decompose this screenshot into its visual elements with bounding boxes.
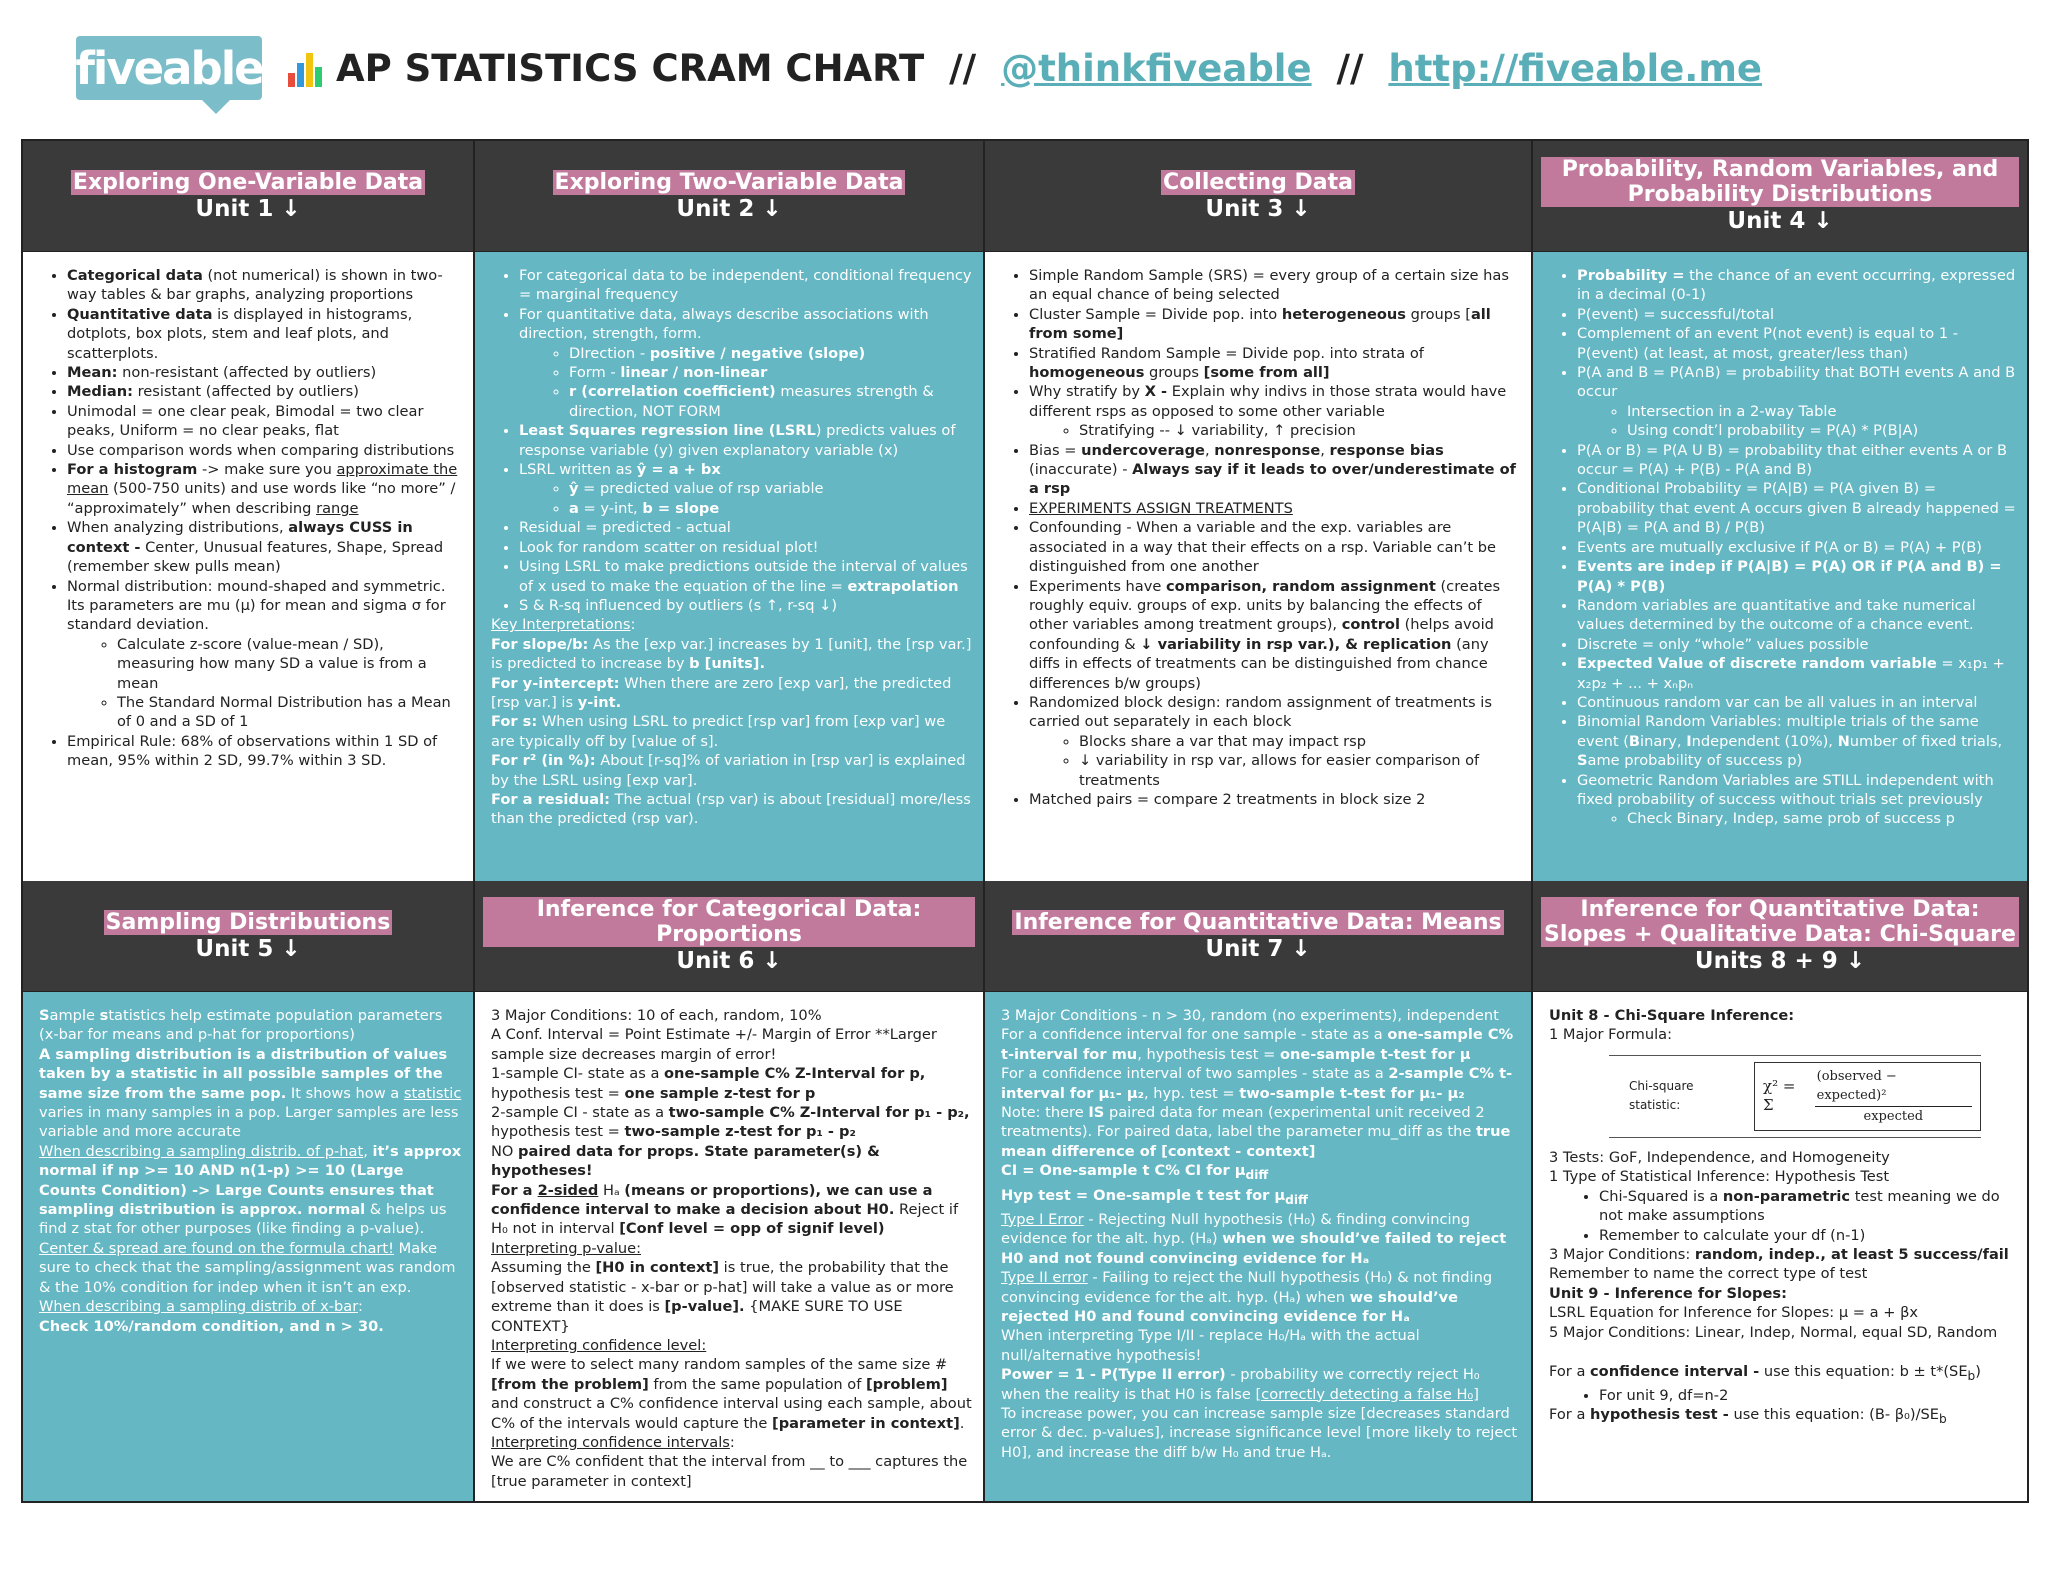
unit-6-header — [475, 881, 985, 991]
unit-1-label: Unit 1 ↓ — [195, 195, 301, 222]
unit-6-title: Inference for Categorical Data: Proportions — [483, 897, 975, 947]
unit-5-title: Sampling Distributions — [105, 909, 391, 935]
page-header — [76, 28, 1762, 108]
unit-7-title: Inference for Quantitative Data: Means — [1014, 909, 1502, 935]
unit-2-label: Unit 2 ↓ — [676, 195, 782, 222]
unit-8-9-header — [1533, 881, 2027, 991]
fiveable-logo[interactable]: fiveable — [76, 36, 262, 100]
unit-4-label: Unit 4 ↓ — [1727, 208, 1833, 234]
bar-chart-icon — [286, 47, 326, 89]
formula-lhs: χ² = Σ — [1763, 1077, 1796, 1115]
unit-6-label: Unit 6 ↓ — [676, 948, 782, 974]
title-text: AP STATISTICS CRAM CHART — [336, 46, 925, 90]
formula-expression — [1754, 1062, 1981, 1131]
unit-7-notes: 3 Major Conditions - n > 30, random (no experiments), independent For a confidence interval for one sample - state as a one-sample C% t-interval for mu, hypothesis test = one-sample t-test for μ For a confidence interval of two samples - state as a 2-sample C% t-interval for μ₁- μ₂, hyp. test = two-sample t-test for μ₁- μ₂ Note: there IS paired data for mean (experimental unit received 2 treatments). For paired data, label the parameter mu_diff as the true mean difference of [context - context] CI = One-sample t C% CI for $\mu_{diff}$ Hyp test = One-sample t test for $\mu_{diff}$ Type I Error - Rejecting Null hypothesis (H₀) & finding convincing evidence for the alt. hyp. (Hₐ) when we should’ve failed to reject H0 and not found convincing evidence for Hₐ Type II error - Failing to reject the Null hypothesis (H₀) & not finding convincing evidence for the alt. hyp. (Hₐ) when we should’ve rejected H0 and found convincing evidence for Hₐ When interpreting Type I/II - replace H₀/Hₐ with the actual null/alternative hypothesis! Power = 1 - P(Type II error) - probability we correctly reject H₀ when the reality is that H0 is false [correctly detecting a false H₀] To increase power, you can increase sample size [decreases standard error & dec. p-values], increase significance level [more likely to reject H0], and increase the diff b/w H₀ and true Hₐ. — [985, 991, 1533, 1501]
unit-6-notes: 3 Major Conditions: 10 of each, random, 10% A Conf. Interval = Point Estimate +/- Margin of Error **Larger sample size decreases margin of error! 1-sample CI- state as a one-sample C% Z-Interval for p, hypothesis test = one sample z-test for p 2-sample CI - state as a two-sample C% Z-Interval for p₁ - p₂, hypothesis test = two-sample z-test for p₁ - p₂ NO paired data for props. State parameter(s) & hypotheses! For a 2-sided Hₐ (means or proportions), we can use a confidence interval to make a decision about H0. Reject if H₀ not in interval [Conf level = opp of signif level) Interpreting p-value: Assuming the [H0 in context] is true, the probability that the [observed statistic - x-bar or p-hat] will take a value as or more extreme than it does is [p-value]. {MAKE SURE TO USE CONTEXT} Interpreting confidence level: If we were to select many random samples of the same size # [from the problem] from the same population of [problem] and construct a C% confidence interval using each sample, about C% of the intervals would capture the [parameter in context]. Interpreting confidence intervals: We are C% confident that the interval from __ to ___ captures the [true parameter in context] — [475, 991, 985, 1501]
unit-2-header — [475, 141, 985, 251]
page-title — [336, 47, 1762, 90]
unit-7-header — [985, 881, 1533, 991]
unit-2-notes: • For categorical data to be independent, conditional frequency = marginal frequency • For quantitative data, always describe associations with direction, strength, form. ◦ DIrection - positive / negative (slope) ◦ Form - linear / non-linear ◦ r (correlation coefficient) measures strength & direction, NOT FORM • Least Squares regression line (LSRL) predicts values of response variable (y) given explanatory variable (x) • LSRL written as ŷ = a + bx ◦ ŷ = predicted value of rsp variable ◦ a = y-int, b = slope • Residual = predicted - actual • Look for random scatter on residual plot! • Using LSRL to make predictions outside the interval of values of x used to make the equation of the line = extrapolation • S & R-sq influenced by outliers (s ↑, r-sq ↓) Key Interpretations: For slope/b: As the [exp var.] increases by 1 [unit], the [rsp var.] is predicted to increase by b [units]. For y-intercept: When there are zero [exp var], the predicted [rsp var.] is y-int. For s: When using LSRL to predict [rsp var] from [exp var] we are typically off by [value of s]. For r² (in %): About [r-sq]% of variation in [rsp var] is explained by the LSRL using [exp var]. For a residual: The actual (rsp var) is about [residual] more/less than the predicted (rsp var). — [475, 251, 985, 881]
unit-3-notes: • Simple Random Sample (SRS) = every group of a certain size has an equal chance of being selected • Cluster Sample = Divide pop. into heterogeneous groups [all from some] • Stratified Random Sample = Divide pop. into strata of homogeneous groups [some from all] • Why stratify by X - Explain why indivs in those strata would have different rsps as opposed to some other variable ◦ Stratifying -- ↓ variability, ↑ precision • Bias = undercoverage, nonresponse, response bias (inaccurate) - Always say if it leads to over/underestimate of a rsp • EXPERIMENTS ASSIGN TREATMENTS • Confounding - When a variable and the exp. variables are associated in a way that their effects on a rsp. Variable can’t be distinguished from one another • Experiments have comparison, random assignment (creates roughly equiv. groups of exp. units by balancing the effects of other variables among treatment groups), control (helps avoid confounding & ↓ variability in rsp var.), & replication (any diffs in effects of treatments can be distinguished from chance differences b/w groups) • Randomized block design: random assignment of treatments is carried out separately in each block ◦ Blocks share a var that may impact rsp ◦ ↓ variability in rsp var, allows for easier comparison of treatments • Matched pairs = compare 2 treatments in block size 2 — [985, 251, 1533, 881]
unit-3-label: Unit 3 ↓ — [1205, 195, 1311, 222]
unit-1-title: Exploring One-Variable Data — [72, 169, 424, 195]
website-link[interactable]: http://fiveable.me — [1388, 46, 1763, 90]
unit-8-9-title: Inference for Quantitative Data: Slopes + Qualitative Data: Chi-Square — [1541, 897, 2019, 947]
formula-denominator: expected — [1863, 1108, 1924, 1124]
unit-5-header — [23, 881, 475, 991]
unit-1-notes: • Categorical data (not numerical) is shown in two-way tables & bar graphs, analyzing proportions • Quantitative data is displayed in histograms, dotplots, box plots, stem and leaf plots, and scatterplots. • Mean: non-resistant (affected by outliers) • Median: resistant (affected by outliers) • Unimodal = one clear peak, Bimodal = two clear peaks, Uniform = no clear peaks, flat • Use comparison words when comparing distributions • For a histogram -> make sure you approximate the mean (500-750 units) and use words like “no more” / “approximately” when describing range • When analyzing distributions, always CUSS in context - Center, Unusual features, Shape, Spread (remember skew pulls mean) • Normal distribution: mound-shaped and symmetric. Its parameters are mu (μ) for mean and sigma σ for standard deviation. ◦ Calculate z-score (value-mean / SD), measuring how many SD a value is from a mean ◦ The Standard Normal Distribution has a Mean of 0 and a SD of 1 • Empirical Rule: 68% of observations within 1 SD of mean, 95% within 2 SD, 99.7% within 3 SD. — [23, 251, 475, 881]
unit-3-header — [985, 141, 1533, 251]
formula-numerator: (observed − expected)² — [1815, 1067, 1972, 1107]
unit-1-header — [23, 141, 475, 251]
cram-chart-grid — [21, 139, 2029, 1503]
unit-5-label: Unit 5 ↓ — [195, 935, 301, 962]
unit-7-label: Unit 7 ↓ — [1205, 935, 1311, 962]
unit-4-header — [1533, 141, 2027, 251]
formula-fraction — [1815, 1067, 1972, 1126]
twitter-handle-link[interactable]: @thinkfiveable — [1001, 46, 1312, 90]
unit-2-title: Exploring Two-Variable Data — [554, 169, 904, 195]
formula-label: Chi-square statistic: — [1629, 1079, 1694, 1113]
title-separator: // — [949, 46, 977, 90]
unit-8-9-label: Units 8 + 9 ↓ — [1694, 948, 1866, 974]
unit-3-title: Collecting Data — [1163, 169, 1353, 195]
title-separator-2: // — [1336, 46, 1364, 90]
chi-square-formula — [1609, 1055, 1981, 1138]
unit-5-notes: Sample statistics help estimate population parameters (x-bar for means and p-hat for proportions) A sampling distribution is a distribution of values taken by a statistic in all possible samples of the same size from the same pop. It shows how a statistic varies in many samples in a pop. Larger samples are less variable and more accurate When describing a sampling distrib. of p-hat, it’s approx normal if np >= 10 AND n(1-p) >= 10 (Large Counts Condition) -> Large Counts ensures that sampling distribution is approx. normal & helps us find z stat for other purposes (like finding a p-value). Center & spread are found on the formula chart! Make sure to check that the sampling/assignment was random & the 10% condition for indep when it isn’t an exp. When describing a sampling distrib of x-bar: Check 10%/random condition, and n > 30. — [23, 991, 475, 1501]
unit-8-9-notes: Unit 8 - Chi-Square Inference: 1 Major Formula: Chi-square statistic: χ² = Σ $\frac{\text{(observed − expected)²}}{\text{expected}}$ 3 Tests: GoF, Independence, and Homogeneity 1 Type of Statistical Inference: Hypothesis Test • Chi-Squared is a non-parametric test meaning we do not make assumptions • Remember to calculate your df (n-1) 3 Major Conditions: random, indep., at least 5 success/fail Remember to name the correct type of test Unit 9 - Inference for Slopes: LSRL Equation for Inference for Slopes: μ = a + βx 5 Major Conditions: Linear, Indep, Normal, equal SD, Random For a confidence interval - use this equation: $b \pm t*(SE_b)$ • For unit 9, df=n-2 For a hypothesis test - use this equation: (B- $\beta_0)/SE_b$ — [1533, 991, 2027, 1501]
unit-4-notes: • Probability = the chance of an event occurring, expressed in a decimal (0-1) • P(event) = successful/total • Complement of an event P(not event) is equal to 1 - P(event) (at least, at most, greater/less than) • P(A and B = P(A∩B) = probability that BOTH events A and B occur ◦ Intersection in a 2-way Table ◦ Using condt’l probability = P(A) * P(B|A) • P(A or B) = P(A U B) = probability that either events A or B occur = P(A) + P(B) - P(A and B) • Conditional Probability = P(A|B) = P(A given B) = probability that event A occurs given B already happened = P(A|B) = P(A and B) / P(B) • Events are mutually exclusive if P(A or B) = P(A) + P(B) • Events are indep if P(A|B) = P(A) OR if P(A and B) = P(A) * P(B) • Random variables are quantitative and take numerical values determined by the outcome of a chance event. • Discrete = only “whole” values possible • Expected Value of discrete random variable = x₁p₁ + x₂p₂ + ... + xₙpₙ • Continuous random var can be all values in an interval • Binomial Random Variables: multiple trials of the same event (Binary, Independent (10%), Number of fixed trials, Same probability of success p) • Geometric Random Variables are STILL independent with fixed probability of success without trials set previously ◦ Check Binary, Indep, same prob of success p — [1533, 251, 2027, 881]
unit-4-title: Probability, Random Variables, and Probability Distributions — [1541, 157, 2019, 207]
